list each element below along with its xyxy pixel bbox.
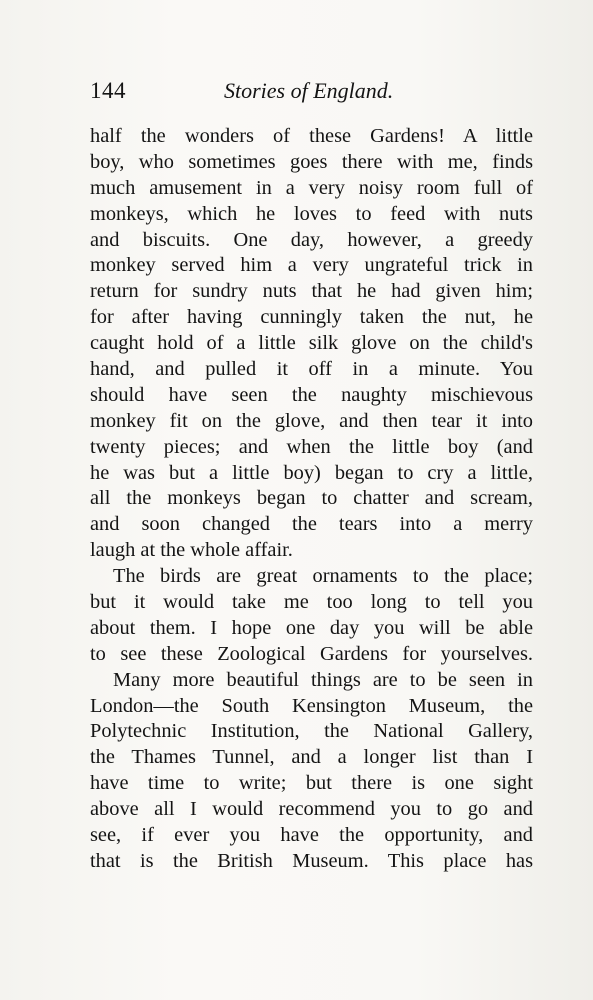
text-line: should have seen the naughty mischievous [90, 383, 533, 406]
text-line: London—the South Kensington Museum, the [90, 694, 533, 717]
text-line: monkeys, which he loves to feed with nuts [90, 202, 533, 225]
text-line: for after having cunningly taken the nut, he [90, 306, 533, 329]
text-line: that is the British Museum. This place has [90, 849, 533, 872]
text-line: hand, and pulled it off in a minute. You [90, 358, 533, 381]
text-line: above all I would recommend you to go and [90, 798, 533, 821]
paragraph-end-line: laugh at the whole affair. [90, 539, 293, 562]
text-line: half the wonders of these Gardens! A little [90, 125, 533, 147]
text-line: boy, who sometimes goes there with me, finds [90, 150, 533, 173]
text-line: and soon changed the tears into a merry [90, 513, 533, 536]
text-line: return for sundry nuts that he had given him; [90, 280, 533, 303]
text-line: see, if ever you have the opportunity, and [90, 824, 533, 847]
text-line: he was but a little boy) began to cry a little, [90, 461, 533, 484]
running-title: Stories of England. [224, 78, 394, 103]
text-line: the Thames Tunnel, and a longer list than I [90, 746, 533, 769]
text-line: caught hold of a little silk glove on the child's [90, 332, 533, 355]
text-line: twenty pieces; and when the little boy (and [90, 435, 533, 458]
text-line: monkey served him a very ungrateful trick in [90, 254, 533, 277]
text-line: all the monkeys began to chatter and scream, [90, 487, 533, 510]
page-header [90, 78, 530, 112]
text-line: monkey fit on the glove, and then tear it into [90, 409, 533, 432]
text-line: and biscuits. One day, however, a greedy [90, 228, 533, 251]
text-line: have time to write; but there is one sight [90, 772, 533, 795]
text-line: but it would take me too long to tell you [90, 591, 533, 614]
text-line: much amusement in a very noisy room full of [90, 176, 533, 199]
paragraph-start-line: The birds are great ornaments to the place; [113, 565, 533, 588]
paragraph-end-line: to see these Zoological Gardens for yourselves. [90, 642, 533, 665]
text-line: about them. I hope one day you will be able [90, 616, 533, 639]
text-line: Polytechnic Institution, the National Gallery, [90, 720, 533, 743]
page-number: 144 [90, 78, 126, 103]
body-text [90, 124, 533, 875]
paragraph-start-line: Many more beautiful things are to be seen in [113, 668, 533, 691]
